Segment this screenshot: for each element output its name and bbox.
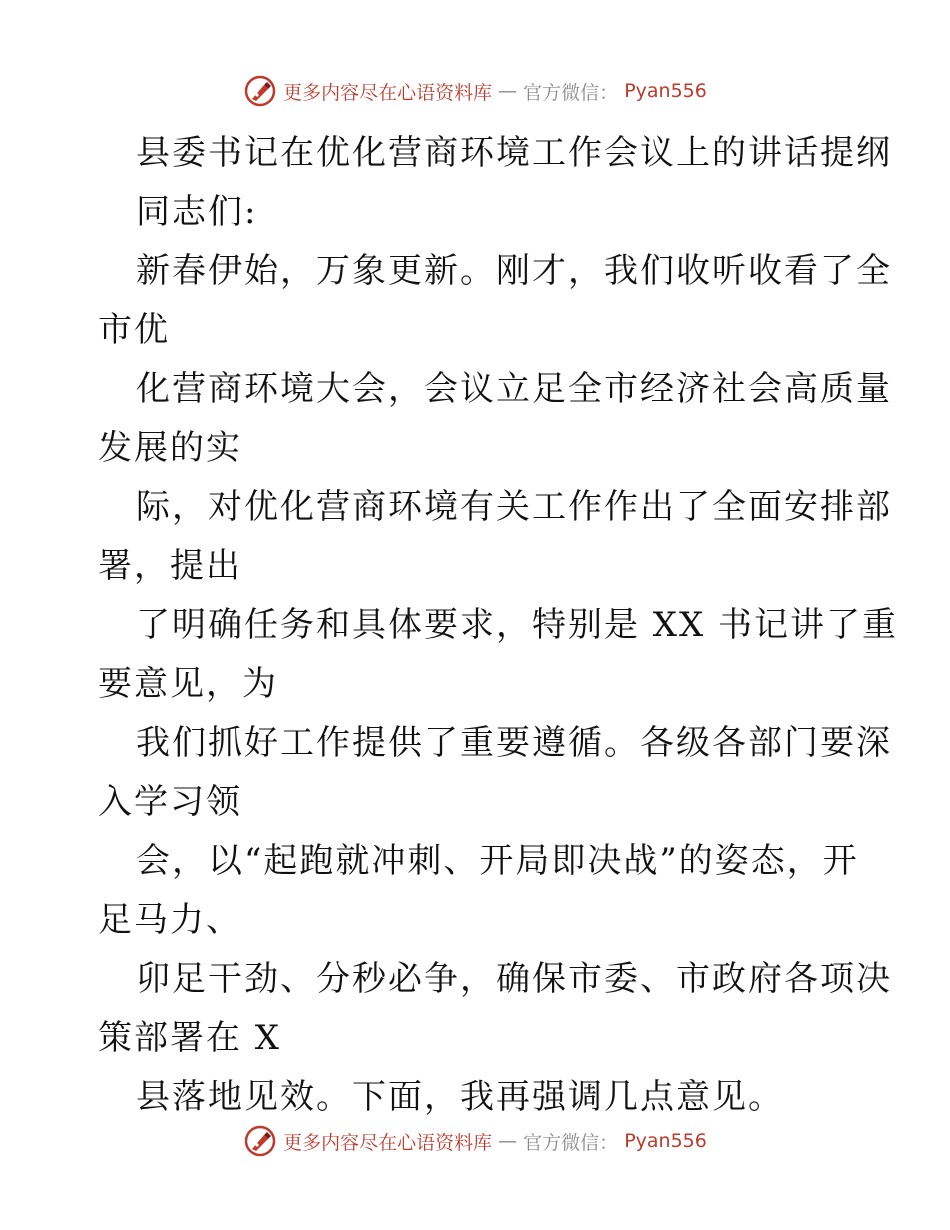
header-banner [0, 74, 950, 108]
banner-main-text: 更多内容尽在心语资料库 [283, 1131, 493, 1154]
text-line: 要意见，为 [98, 664, 278, 704]
text-line: 化营商环境大会，会议立足全市经济社会高质量 [136, 369, 892, 409]
text-line: 际，对优化营商环境有关工作作出了全面安排部 [136, 487, 892, 527]
pen-nib-logo-icon [243, 74, 277, 108]
text-line: 署，提出 [98, 546, 242, 586]
text-line: 市优 [98, 310, 170, 350]
text-line: 卯足干劲、分秒必争，确保市委、市政府各项决 [136, 959, 892, 999]
banner-wechat-label: 官方微信： [523, 1131, 619, 1154]
text-line: 策部署在 X [98, 1018, 282, 1058]
text-line: 了明确任务和具体要求，特别是 XX 书记讲了重 [136, 605, 899, 645]
text-line: 我们抓好工作提供了重要遵循。各级各部门要深 [136, 723, 892, 763]
document-body [98, 124, 899, 1127]
banner-handle: Pyan556 [624, 80, 707, 102]
footer-banner [0, 1124, 950, 1158]
banner-wechat-label: 官方微信： [523, 81, 619, 104]
text-line: 会，以“起跑就冲刺、开局即决战”的姿态，开 [136, 841, 859, 881]
banner-dash: — [498, 1130, 518, 1152]
banner-handle: Pyan556 [624, 1130, 707, 1152]
pen-nib-logo-icon [243, 1124, 277, 1158]
salutation: 同志们: [136, 192, 258, 232]
text-line: 县落地见效。下面，我再强调几点意见。 [136, 1077, 784, 1117]
text-line: 入学习领 [98, 782, 242, 822]
text-line: 足马力、 [98, 900, 242, 940]
document-title: 县委书记在优化营商环境工作会议上的讲话提纲 [136, 133, 892, 173]
text-line: 新春伊始，万象更新。刚才，我们收听收看了全 [136, 251, 892, 291]
text-line: 发展的实 [98, 428, 242, 468]
banner-main-text: 更多内容尽在心语资料库 [283, 81, 493, 104]
banner-dash: — [498, 80, 518, 102]
